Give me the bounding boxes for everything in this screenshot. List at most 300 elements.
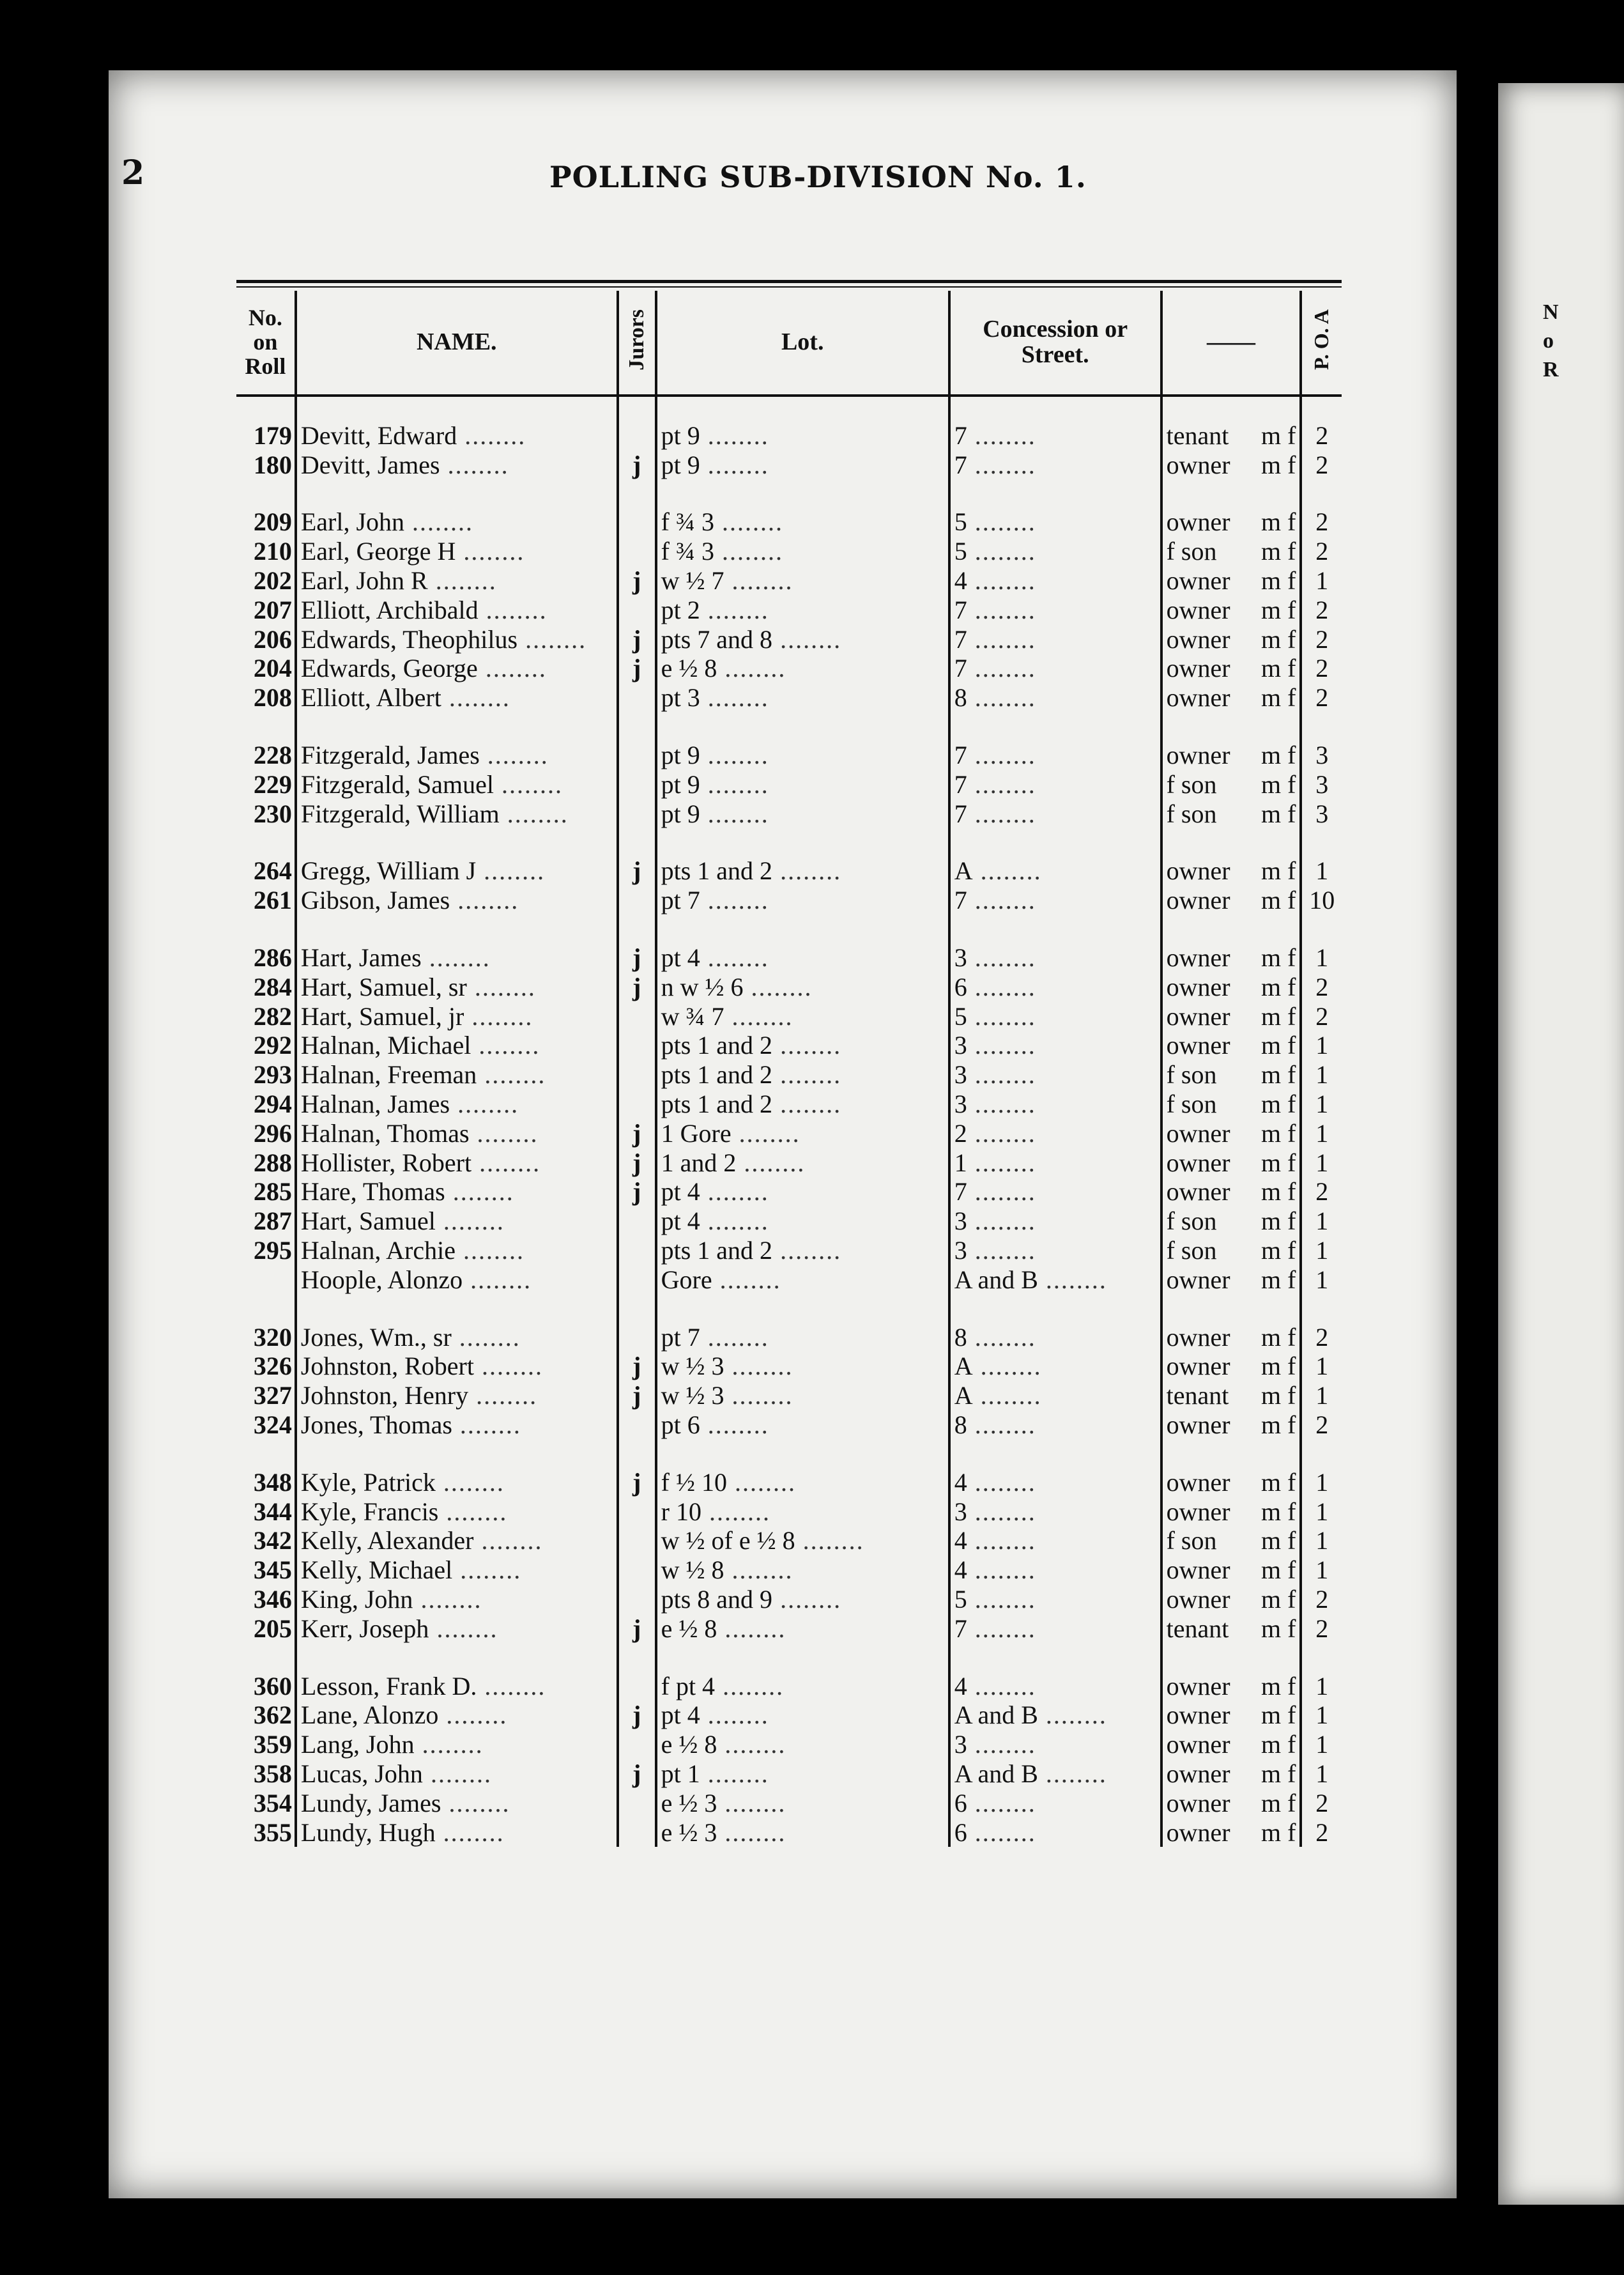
spacer-cell	[296, 396, 618, 421]
concession-cell	[949, 973, 1161, 1002]
poa-value: 1	[1301, 1060, 1342, 1090]
occupation-cell	[1161, 1585, 1301, 1614]
concession-value: 5	[954, 1584, 967, 1614]
table-row	[236, 1207, 1342, 1236]
lot-value: pt 4	[661, 1177, 700, 1207]
header-jurors-label: Jurors	[624, 309, 648, 371]
voter-name: Hare, Thomas	[300, 1177, 445, 1207]
lot-cell	[656, 770, 949, 799]
voter-name: Hoople, Alonzo	[300, 1265, 463, 1294]
juror-mark: j	[618, 1352, 656, 1382]
mf-value: m f	[1261, 1148, 1296, 1177]
name-cell	[296, 1614, 618, 1644]
leader-dots: ........	[967, 1410, 1036, 1439]
lot-cell	[656, 1265, 949, 1295]
roll-number: 355	[253, 1817, 292, 1847]
spacer-cell	[1301, 915, 1342, 943]
juror-mark	[618, 799, 656, 829]
leader-dots: ........	[772, 1236, 842, 1265]
table-row	[236, 625, 1342, 654]
mf-value: m f	[1261, 1788, 1296, 1817]
mf-value: m f	[1261, 1497, 1296, 1526]
occupation-wrap	[1166, 769, 1296, 799]
table-row	[236, 857, 1342, 886]
roll-number: 205	[253, 1614, 292, 1643]
mf-value: m f	[1261, 1526, 1296, 1555]
name-cell	[296, 1789, 618, 1818]
mf-value: m f	[1261, 537, 1296, 566]
lot-cell	[656, 1672, 949, 1701]
concession-value: 4	[954, 1555, 967, 1585]
spacer-cell	[949, 480, 1161, 508]
juror-mark: j	[618, 1381, 656, 1410]
roll-number: 293	[253, 1060, 292, 1090]
concession-cell	[949, 1323, 1161, 1352]
leader-dots: ........	[717, 1730, 786, 1759]
voter-name: Jones, Thomas	[300, 1410, 452, 1439]
right-page-fragment: o	[1543, 329, 1554, 353]
poa-value: 3	[1301, 741, 1342, 770]
leader-dots: ........	[967, 1207, 1036, 1236]
juror-mark	[618, 1236, 656, 1265]
concession-cell	[949, 1178, 1161, 1207]
concession-value: A and B	[954, 1265, 1038, 1294]
occupation-wrap	[1166, 420, 1296, 450]
occupation-value: owner	[1166, 856, 1230, 886]
leader-dots: ........	[967, 1177, 1036, 1207]
group-spacer	[236, 713, 1342, 741]
name-cell	[296, 1236, 618, 1265]
leader-dots: ........	[717, 1788, 786, 1817]
leader-dots: ........	[967, 1322, 1036, 1352]
header-lot: Lot.	[656, 291, 949, 396]
lot-cell	[656, 1119, 949, 1148]
name-cell	[296, 1700, 618, 1730]
leader-dots: ........	[478, 595, 548, 624]
concession-cell	[949, 654, 1161, 684]
voter-name: Lucas, John	[300, 1759, 423, 1788]
concession-cell	[949, 1031, 1161, 1061]
header-name: NAME.	[296, 291, 618, 396]
roll-number: 296	[253, 1118, 292, 1148]
lot-cell	[656, 1497, 949, 1527]
occupation-wrap	[1167, 801, 1296, 827]
occupation-wrap	[1167, 1267, 1296, 1293]
concession-cell	[949, 1672, 1161, 1701]
occupation-wrap	[1167, 1557, 1296, 1583]
leader-dots: ........	[726, 1467, 796, 1497]
lot-cell	[656, 1323, 949, 1352]
header-rule-thin	[236, 286, 1342, 288]
group-spacer	[236, 1644, 1342, 1672]
table-row	[236, 566, 1342, 596]
voter-name: Devitt, James	[300, 450, 440, 479]
leader-dots: ........	[967, 1788, 1036, 1817]
mf-value: m f	[1261, 1555, 1296, 1585]
roll-number: 285	[253, 1177, 292, 1207]
concession-cell	[949, 1207, 1161, 1236]
concession-value: 3	[954, 1060, 967, 1090]
occupation-cell	[1161, 799, 1301, 829]
leader-dots: ........	[1038, 1759, 1107, 1788]
mf-value: m f	[1261, 1671, 1296, 1700]
occupation-cell	[1161, 1119, 1301, 1148]
poa-value: 1	[1301, 1759, 1342, 1789]
roll-number: 210	[253, 537, 292, 566]
concession-value: 8	[954, 683, 967, 713]
leader-dots: ........	[772, 1090, 842, 1119]
leader-dots: ........	[700, 595, 769, 624]
occupation-wrap	[1167, 743, 1296, 768]
concession-cell	[949, 943, 1161, 973]
concession-cell	[949, 451, 1161, 480]
mf-value: m f	[1261, 1410, 1296, 1439]
table-row	[236, 1497, 1342, 1527]
occupation-value: tenant	[1166, 420, 1229, 450]
occupation-wrap	[1166, 624, 1296, 654]
occupation-wrap	[1167, 945, 1296, 971]
roll-number: 344	[253, 1497, 292, 1526]
leader-dots: ........	[967, 1730, 1036, 1759]
leader-dots: ........	[967, 741, 1036, 770]
poa-value: 1	[1301, 1207, 1342, 1236]
occupation-value: tenant	[1166, 1614, 1229, 1643]
lot-value: f ½ 10	[661, 1467, 727, 1497]
lot-cell	[656, 1207, 949, 1236]
lot-cell	[656, 1759, 949, 1789]
concession-value: A	[954, 1352, 973, 1381]
concession-cell	[949, 1730, 1161, 1759]
juror-mark	[618, 1672, 656, 1701]
spacer-cell	[1161, 713, 1301, 741]
lot-value: pt 4	[661, 1207, 700, 1236]
mf-value: m f	[1261, 1381, 1296, 1410]
occupation-wrap	[1167, 1383, 1296, 1408]
spacer-cell	[949, 1440, 1161, 1468]
leader-dots: ........	[471, 1031, 540, 1060]
table-row	[236, 537, 1342, 566]
leader-dots: ........	[700, 1207, 769, 1236]
name-cell	[296, 886, 618, 915]
occupation-value: f son	[1166, 1090, 1217, 1119]
occupation-cell	[1161, 1381, 1301, 1410]
roll-number: 346	[253, 1584, 292, 1614]
lot-value: pts 1 and 2	[661, 1031, 773, 1060]
concession-cell	[949, 1759, 1161, 1789]
header-jurors	[618, 291, 656, 396]
roll-number: 327	[253, 1381, 292, 1410]
juror-mark	[618, 1323, 656, 1352]
leader-dots: ........	[438, 1497, 508, 1526]
poa-value: 1	[1301, 1031, 1342, 1061]
occupation-wrap	[1167, 1150, 1296, 1176]
name-cell	[296, 770, 618, 799]
roll-number: 295	[253, 1236, 292, 1265]
roll-number: 180	[253, 450, 292, 479]
occupation-value: owner	[1166, 1788, 1230, 1817]
leader-dots: ........	[414, 1730, 484, 1759]
occupation-value: owner	[1166, 1265, 1230, 1294]
mf-value: m f	[1261, 1207, 1296, 1236]
leader-dots: ........	[967, 1584, 1036, 1614]
occupation-wrap	[1166, 595, 1296, 624]
lot-cell	[656, 1002, 949, 1031]
leader-dots: ........	[967, 799, 1036, 828]
juror-mark	[618, 1497, 656, 1527]
occupation-wrap	[1166, 1584, 1296, 1614]
voter-name: Halnan, Freeman	[300, 1060, 477, 1090]
table-row	[236, 1148, 1342, 1178]
spacer-cell	[296, 1644, 618, 1672]
leader-dots: ........	[468, 1381, 538, 1410]
header-no-on-roll: No. on Roll	[245, 305, 286, 379]
spacer-cell	[618, 1295, 656, 1323]
occupation-wrap	[1167, 858, 1296, 884]
table-row	[236, 1381, 1342, 1410]
occupation-value: owner	[1166, 1817, 1230, 1847]
occupation-value: owner	[1166, 507, 1230, 537]
leader-dots: ........	[717, 1817, 786, 1847]
occupation-value: owner	[1166, 566, 1230, 596]
spacer-cell	[1161, 829, 1301, 857]
occupation-cell	[1161, 1265, 1301, 1295]
name-cell	[296, 1730, 618, 1759]
occupation-cell	[1161, 625, 1301, 654]
table-row	[236, 1614, 1342, 1644]
occupation-value: f son	[1166, 1526, 1217, 1555]
right-page-fragment: R	[1543, 358, 1559, 382]
juror-mark: j	[618, 1700, 656, 1730]
roll-number: 264	[253, 856, 292, 886]
table-row	[236, 421, 1342, 451]
lot-cell	[656, 741, 949, 770]
name-cell	[296, 1090, 618, 1119]
roll-number: 286	[253, 943, 292, 973]
poa-value: 2	[1301, 1789, 1342, 1818]
leader-dots: ........	[435, 1467, 505, 1497]
lot-value: w ¾ 7	[661, 1001, 724, 1031]
roll-number: 358	[253, 1759, 292, 1788]
lot-cell	[656, 1352, 949, 1382]
occupation-wrap	[1167, 1528, 1296, 1554]
concession-value: 7	[954, 886, 967, 915]
spacer-cell	[656, 915, 949, 943]
poa-value: 2	[1301, 1410, 1342, 1440]
mf-value: m f	[1261, 1177, 1296, 1207]
occupation-value: owner	[1166, 1497, 1230, 1526]
leader-dots: ........	[967, 420, 1036, 450]
mf-value: m f	[1261, 972, 1296, 1001]
occupation-value: owner	[1166, 1118, 1230, 1148]
lot-value: w ½ of e ½ 8	[661, 1526, 795, 1555]
concession-value: 7	[954, 450, 967, 479]
juror-mark	[618, 886, 656, 915]
lot-cell	[656, 421, 949, 451]
table-row	[236, 1730, 1342, 1759]
leader-dots: ........	[712, 1265, 781, 1294]
leader-dots: ........	[427, 566, 497, 596]
concession-cell	[949, 1789, 1161, 1818]
occupation-cell	[1161, 1614, 1301, 1644]
poa-value: 1	[1301, 1555, 1342, 1585]
occupation-wrap	[1167, 568, 1296, 594]
header-occupation: ——	[1161, 291, 1301, 396]
group-spacer	[236, 396, 1342, 421]
lot-cell	[656, 1700, 949, 1730]
leader-dots: ........	[1038, 1700, 1107, 1730]
roll-number: 362	[253, 1700, 292, 1730]
leader-dots: ........	[795, 1526, 864, 1555]
poa-value: 1	[1301, 566, 1342, 596]
leader-dots: ........	[731, 1118, 801, 1148]
poa-value: 2	[1301, 421, 1342, 451]
lot-cell	[656, 1585, 949, 1614]
table-row	[236, 943, 1342, 973]
concession-cell	[949, 1818, 1161, 1847]
poa-value: 2	[1301, 508, 1342, 537]
occupation-cell	[1161, 857, 1301, 886]
occupation-wrap	[1167, 1238, 1296, 1263]
leader-dots: ........	[772, 1031, 842, 1060]
leader-dots: ........	[967, 1090, 1036, 1119]
leader-dots: ........	[967, 654, 1036, 683]
occupation-wrap	[1167, 1091, 1296, 1117]
juror-mark	[618, 1555, 656, 1585]
name-cell	[296, 566, 618, 596]
poa-value: 1	[1301, 1497, 1342, 1527]
leader-dots: ........	[724, 1381, 793, 1410]
concession-value: 3	[954, 1730, 967, 1759]
concession-value: 4	[954, 1526, 967, 1555]
occupation-value: owner	[1166, 624, 1230, 654]
concession-value: 5	[954, 1001, 967, 1031]
voter-name: Kelly, Michael	[300, 1555, 453, 1585]
occupation-value: owner	[1166, 1001, 1230, 1031]
leader-dots: ........	[450, 1090, 519, 1119]
occupation-value: f son	[1166, 1236, 1217, 1265]
roll-number: 230	[253, 799, 292, 828]
occupation-value: owner	[1166, 1700, 1230, 1730]
name-cell	[296, 1178, 618, 1207]
concession-value: 7	[954, 769, 967, 799]
lot-cell	[656, 596, 949, 625]
juror-mark	[618, 1090, 656, 1119]
voter-name: Earl, John	[300, 507, 405, 537]
occupation-cell	[1161, 1759, 1301, 1789]
occupation-value: owner	[1166, 972, 1230, 1001]
spacer-cell	[1161, 1440, 1301, 1468]
roll-number: 359	[253, 1730, 292, 1759]
occupation-value: f son	[1166, 769, 1217, 799]
lot-cell	[656, 973, 949, 1002]
occupation-wrap	[1166, 1118, 1296, 1148]
leader-dots: ........	[967, 1614, 1036, 1643]
leader-dots: ........	[700, 420, 769, 450]
occupation-wrap	[1166, 1322, 1296, 1352]
concession-value: 7	[954, 1614, 967, 1643]
leader-dots: ........	[967, 1118, 1036, 1148]
roll-number: 228	[253, 741, 292, 770]
occupation-cell	[1161, 566, 1301, 596]
lot-value: pts 1 and 2	[661, 1236, 773, 1265]
occupation-wrap	[1167, 1702, 1296, 1728]
mf-value: m f	[1261, 769, 1296, 799]
occupation-wrap	[1166, 972, 1296, 1001]
leader-dots: ........	[477, 654, 547, 683]
concession-value: 8	[954, 1322, 967, 1352]
concession-cell	[949, 857, 1161, 886]
group-spacer	[236, 480, 1342, 508]
poa-value: 1	[1301, 1381, 1342, 1410]
occupation-value: owner	[1166, 1730, 1230, 1759]
spacer-cell	[618, 713, 656, 741]
name-cell	[296, 741, 618, 770]
occupation-wrap	[1166, 1001, 1296, 1031]
concession-cell	[949, 566, 1161, 596]
spacer-cell	[618, 829, 656, 857]
spacer-cell	[236, 915, 296, 943]
spacer-cell	[949, 1644, 1161, 1672]
leader-dots: ........	[967, 1555, 1036, 1585]
voter-name: Elliott, Albert	[300, 683, 441, 713]
lot-cell	[656, 1468, 949, 1497]
voter-name: Hollister, Robert	[300, 1148, 472, 1177]
table-row	[236, 1090, 1342, 1119]
name-cell	[296, 1585, 618, 1614]
spacer-cell	[618, 1644, 656, 1672]
leader-dots: ........	[473, 1526, 543, 1555]
leader-dots: ........	[967, 1467, 1036, 1497]
table-row	[236, 596, 1342, 625]
concession-value: A	[954, 856, 973, 886]
leader-dots: ........	[972, 1381, 1042, 1410]
spacer-cell	[949, 1295, 1161, 1323]
juror-mark	[618, 1060, 656, 1090]
occupation-value: owner	[1166, 943, 1230, 973]
occupation-cell	[1161, 1497, 1301, 1527]
occupation-value: owner	[1166, 1467, 1230, 1497]
name-cell	[296, 1031, 618, 1061]
voter-name: Lundy, Hugh	[300, 1817, 436, 1847]
spacer-cell	[656, 1440, 949, 1468]
leader-dots: ........	[413, 1584, 482, 1614]
table-row	[236, 1236, 1342, 1265]
table-row	[236, 1789, 1342, 1818]
concession-value: 6	[954, 1817, 967, 1847]
occupation-wrap	[1167, 1179, 1296, 1205]
voter-name: Johnston, Henry	[300, 1381, 469, 1410]
occupation-cell	[1161, 596, 1301, 625]
voter-name: Gibson, James	[300, 886, 450, 915]
name-cell	[296, 1119, 618, 1148]
roll-number	[236, 1265, 296, 1295]
roll-number: 360	[253, 1671, 292, 1700]
roll-number: 348	[253, 1467, 292, 1497]
leader-dots: ........	[700, 1322, 769, 1352]
juror-mark	[618, 1730, 656, 1759]
leader-dots: ........	[452, 1555, 522, 1585]
poa-value: 1	[1301, 1700, 1342, 1730]
juror-mark: j	[618, 1759, 656, 1789]
lot-value: pt 7	[661, 1322, 700, 1352]
name-cell	[296, 537, 618, 566]
spacer-cell	[296, 1295, 618, 1323]
occupation-cell	[1161, 508, 1301, 537]
spacer-cell	[618, 1440, 656, 1468]
poa-value: 2	[1301, 973, 1342, 1002]
lot-cell	[656, 537, 949, 566]
concession-cell	[949, 508, 1161, 537]
